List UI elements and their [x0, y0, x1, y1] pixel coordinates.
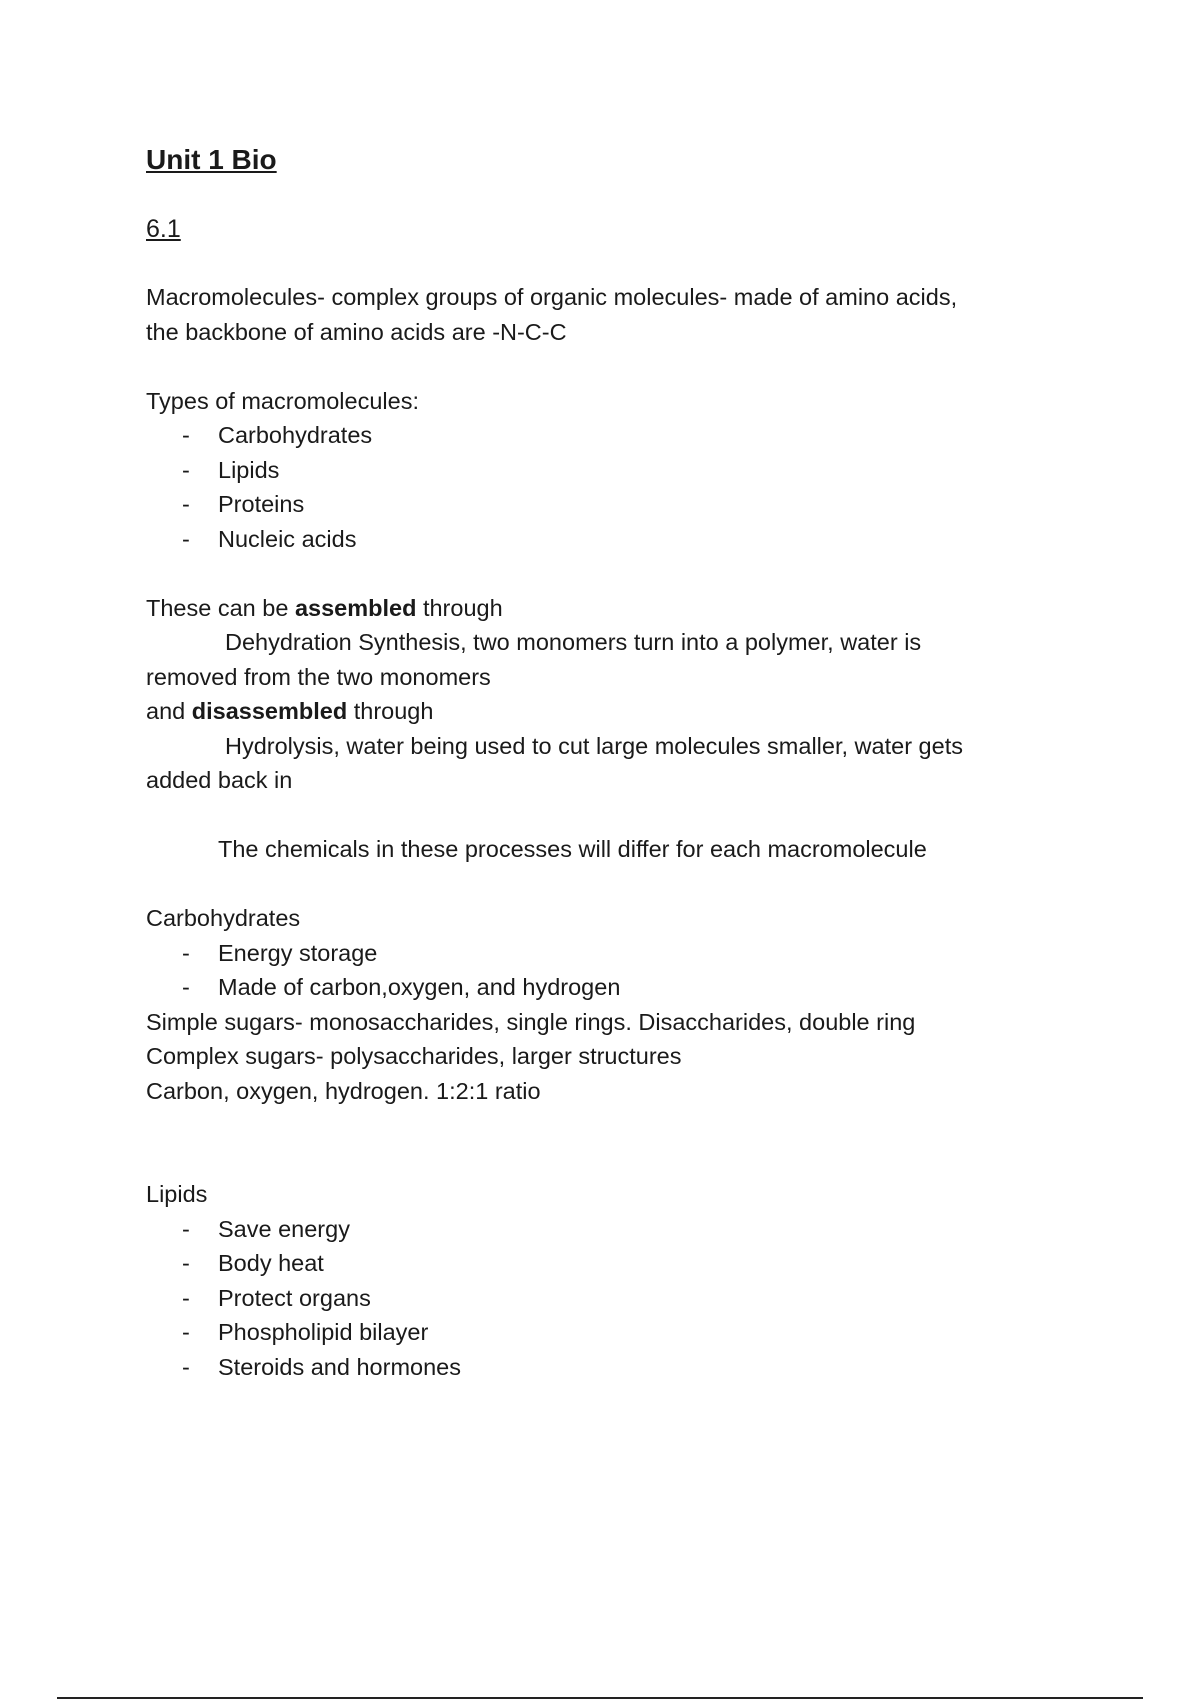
dash-bullet: - — [182, 939, 190, 966]
types-heading: Types of macromolecules: — [146, 387, 419, 414]
dehydration-line-2: removed from the two monomers — [146, 663, 491, 690]
spacer — [146, 349, 1096, 384]
carbohydrates-note: Carbon, oxygen, hydrogen. 1:2:1 ratio — [146, 1077, 541, 1104]
dash-bullet: - — [182, 1319, 190, 1345]
dehydration-line-1: Dehydration Synthesis, two monomers turn into a polymer, water is — [225, 629, 922, 655]
carbohydrates-list — [146, 936, 1096, 1005]
hydrolysis-line-1: Hydrolysis, water being used to cut large molecules smaller, water gets — [225, 732, 963, 759]
list-item: - Steroids and hormones — [146, 1350, 1096, 1385]
spacer — [146, 556, 1096, 591]
list-item: - Energy storage — [146, 936, 1096, 971]
page-bottom-rule — [57, 1697, 1143, 1699]
process-note: The chemicals in these processes will differ for each macromolecule — [218, 836, 927, 862]
list-item: - Save energy — [146, 1212, 1096, 1247]
carbohydrates-heading: Carbohydrates — [146, 905, 301, 931]
dash-bullet: - — [182, 1250, 190, 1276]
dash-bullet: - — [182, 1215, 190, 1242]
disassembled-line: and disassembled through — [146, 698, 434, 724]
list-item: - Protect organs — [146, 1281, 1096, 1316]
spacer — [146, 1108, 1096, 1177]
section-number: 6.1 — [146, 215, 181, 243]
list-item: - Phospholipid bilayer — [146, 1315, 1096, 1350]
assembly-paragraph — [146, 591, 1096, 798]
assembled-line: These can be assembled through — [146, 594, 503, 621]
dash-bullet: - — [182, 422, 190, 448]
dash-bullet: - — [182, 491, 190, 517]
document-page — [146, 140, 1096, 1384]
list-item: - Made of carbon,oxygen, and hydrogen — [146, 970, 1096, 1005]
spacer — [146, 867, 1096, 902]
spacer — [146, 798, 1096, 833]
assembled-term: assembled — [294, 594, 417, 621]
carbohydrates-note: Simple sugars- monosaccharides, single rings. Disaccharides, double ring — [146, 1008, 916, 1035]
lipids-list — [146, 1212, 1096, 1385]
list-item: - Carbohydrates — [146, 418, 1096, 453]
dash-bullet: - — [182, 1353, 190, 1380]
list-item: - Body heat — [146, 1246, 1096, 1281]
intro-line-2: the backbone of amino acids are -N-C-C — [146, 318, 567, 345]
types-list — [146, 418, 1096, 556]
disassembled-term: disassembled — [191, 698, 348, 724]
dash-bullet: - — [182, 1284, 190, 1311]
dash-bullet: - — [182, 456, 190, 483]
list-item: - Nucleic acids — [146, 522, 1096, 557]
lipids-heading: Lipids — [146, 1181, 208, 1207]
intro-line-1: Macromolecules- complex groups of organic molecules- made of amino acids, — [146, 284, 958, 310]
list-item: - Lipids — [146, 453, 1096, 488]
page-title: Unit 1 Bio — [146, 144, 277, 175]
dash-bullet: - — [182, 974, 190, 1000]
intro-paragraph — [146, 280, 1096, 349]
carbohydrates-note: Complex sugars- polysaccharides, larger structures — [146, 1043, 682, 1069]
list-item: - Proteins — [146, 487, 1096, 522]
dash-bullet: - — [182, 525, 190, 552]
hydrolysis-line-2: added back in — [146, 767, 293, 793]
